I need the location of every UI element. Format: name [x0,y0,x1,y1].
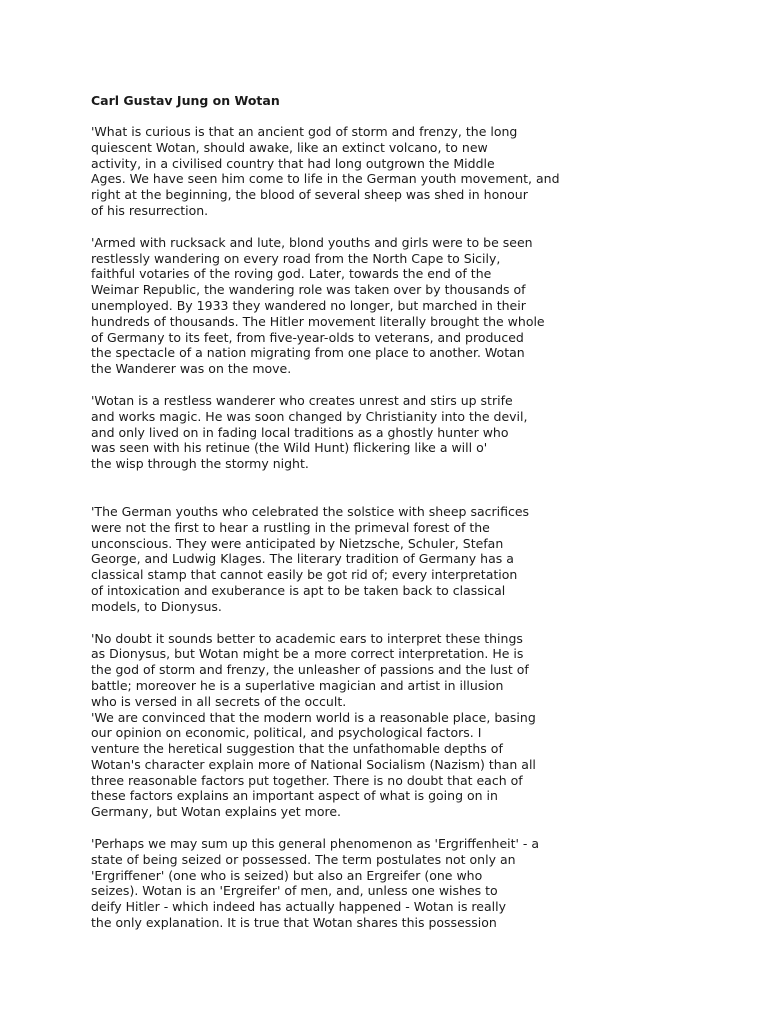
document-title: Carl Gustav Jung on Wotan [91,93,280,108]
text-line: George, and Ludwig Klages. The literary tradition of Germany has a [91,551,514,567]
text-line: Germany, but Wotan explains yet more. [91,804,341,820]
text-line: three reasonable factors put together. There is no doubt that each of [91,772,523,788]
paragraph-5 [91,631,581,710]
text-line: were not the first to hear a rustling in the primeval forest of the [91,519,490,535]
text-line: restlessly wandering on every road from the North Cape to Sicily, [91,250,501,266]
text-line: 'Armed with rucksack and lute, blond youths and girls were to be seen [91,234,533,250]
paragraph-2 [91,235,581,377]
text-line: 'What is curious is that an ancient god of storm and frenzy, the long [91,124,518,139]
text-line: unemployed. By 1933 they wandered no longer, but marched in their [91,297,526,313]
text-line: venture the heretical suggestion that the unfathomable depths of [91,741,503,757]
text-line: seizes). Wotan is an 'Ergreifer' of men, and, unless one wishes to [91,883,498,899]
paragraph-3 [91,393,581,472]
text-line: hundreds of thousands. The Hitler movement literally brought the whole [91,313,545,329]
text-line: faithful votaries of the roving god. Later, towards the end of the [91,266,492,282]
text-line: these factors explains an important aspect of what is going on in [91,788,498,804]
text-line: the spectacle of a nation migrating from one place to another. Wotan [91,345,525,361]
text-line: 'Ergriffener' (one who is seized) but also an Ergreifer (one who [91,867,483,883]
text-line: models, to Dionysus. [91,598,222,614]
paragraph-spacer [91,615,581,631]
paragraph-1 [91,124,581,219]
text-line: was seen with his retinue (the Wild Hunt) flickering like a will o' [91,440,488,456]
text-line: activity, in a civilised country that had long outgrown the Middle [91,155,495,171]
paragraph-7 [91,836,581,931]
text-line: our opinion on economic, political, and psychological factors. I [91,725,482,741]
paragraph-spacer [91,377,581,393]
text-line: 'No doubt it sounds better to academic ears to interpret these things [91,630,523,646]
text-line: Ages. We have seen him come to life in the German youth movement, and [91,171,560,187]
text-line: 'The German youths who celebrated the solstice with sheep sacrifices [91,503,530,519]
text-line: state of being seized or possessed. The term postulates not only an [91,851,516,867]
paragraph-spacer [91,472,581,504]
text-line: the Wanderer was on the move. [91,361,292,377]
document-body [91,93,581,931]
text-line: who is versed in all secrets of the occult. [91,693,347,709]
text-line: and only lived on in fading local traditions as a ghostly hunter who [91,424,509,440]
text-line: unconscious. They were anticipated by Nietzsche, Schuler, Stefan [91,535,504,551]
text-line: right at the beginning, the blood of several sheep was shed in honour [91,187,528,203]
text-line: Wotan's character explain more of National Socialism (Nazism) than all [91,756,536,772]
text-line: and works magic. He was soon changed by Christianity into the devil, [91,408,528,424]
text-line: of Germany to its feet, from five-year-olds to veterans, and produced [91,329,524,345]
text-line: 'We are convinced that the modern world is a reasonable place, basing [91,709,536,725]
text-line: Weimar Republic, the wandering role was taken over by thousands of [91,282,526,298]
text-line: 'Wotan is a restless wanderer who creates unrest and stirs up strife [91,392,513,408]
paragraph-4 [91,504,581,615]
text-line: of intoxication and exuberance is apt to be taken back to classical [91,582,506,598]
paragraph-spacer [91,219,581,235]
text-line: the wisp through the stormy night. [91,456,309,472]
paragraph-spacer [91,820,581,836]
text-line: deify Hitler - which indeed has actually happened - Wotan is really [91,899,506,915]
text-line: the only explanation. It is true that Wotan shares this possession [91,915,497,931]
text-line: of his resurrection. [91,202,209,218]
text-line: classical stamp that cannot easily be got rid of; every interpretation [91,567,518,583]
text-line: battle; moreover he is a superlative magician and artist in illusion [91,677,504,693]
text-line: the god of storm and frenzy, the unleasher of passions and the lust of [91,662,529,678]
text-line: as Dionysus, but Wotan might be a more correct interpretation. He is [91,646,524,662]
paragraph-6 [91,710,581,821]
text-line: quiescent Wotan, should awake, like an extinct volcano, to new [91,139,488,155]
text-line: 'Perhaps we may sum up this general phenomenon as 'Ergriffenheit' - a [91,836,540,852]
